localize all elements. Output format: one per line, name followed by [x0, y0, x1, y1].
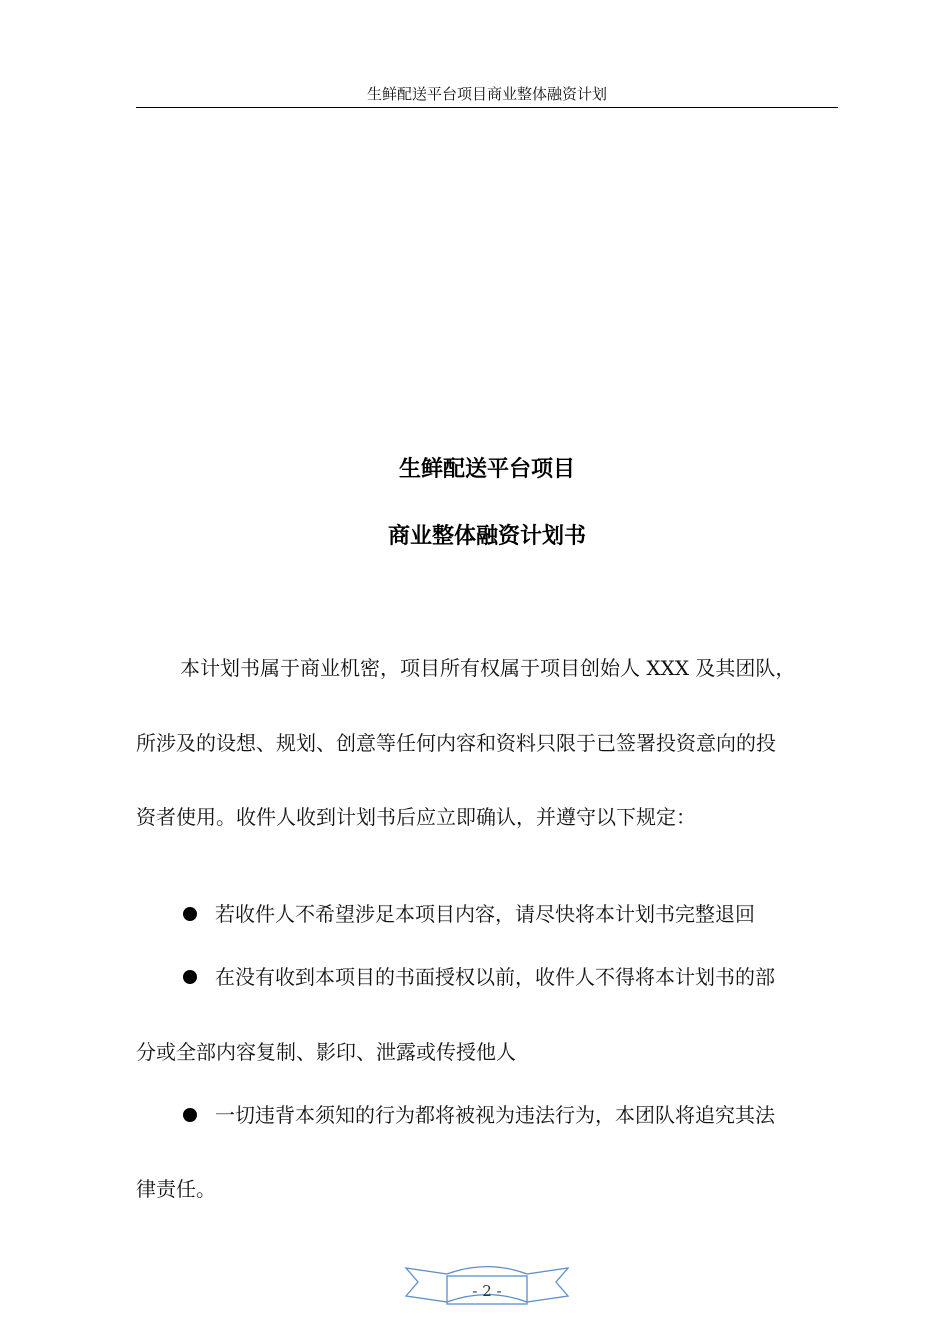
intro-line-3: 资者使用。收件人收到计划书后应立即确认，并遵守以下规定： [136, 805, 696, 829]
bullet-icon [183, 907, 197, 921]
running-header: 生鲜配送平台项目商业整体融资计划 [366, 85, 607, 103]
rule-item-2 [183, 962, 838, 992]
intro-line-2: 所涉及的设想、规划、创意等任何内容和资料只限于已签署投资意向的投 [136, 731, 776, 755]
header-rule [136, 107, 838, 108]
rule-item-3-continuation: 律责任。 [136, 1177, 216, 1201]
bullet-icon [183, 970, 197, 984]
rule-item-3 [183, 1100, 838, 1130]
document-title-line-1: 生鲜配送平台项目 [398, 457, 575, 482]
rule-text: 在没有收到本项目的书面授权以前，收件人不得将本计划书的部 [215, 965, 775, 989]
bullet-icon [183, 1108, 197, 1122]
document-title-line-2: 商业整体融资计划书 [387, 524, 586, 549]
page-number: - 2 - [472, 1282, 502, 1300]
rule-text: 一切违背本须知的行为都将被视为违法行为，本团队将追究其法 [215, 1103, 775, 1127]
rule-item-1 [183, 899, 838, 929]
intro-line-1: 本计划书属于商业机密，项目所有权属于项目创始人 XXX 及其团队， [180, 656, 796, 680]
rule-item-2-continuation: 分或全部内容复制、影印、泄露或传授他人 [136, 1040, 516, 1064]
rule-text: 若收件人不希望涉足本项目内容，请尽快将本计划书完整退回 [215, 902, 755, 926]
